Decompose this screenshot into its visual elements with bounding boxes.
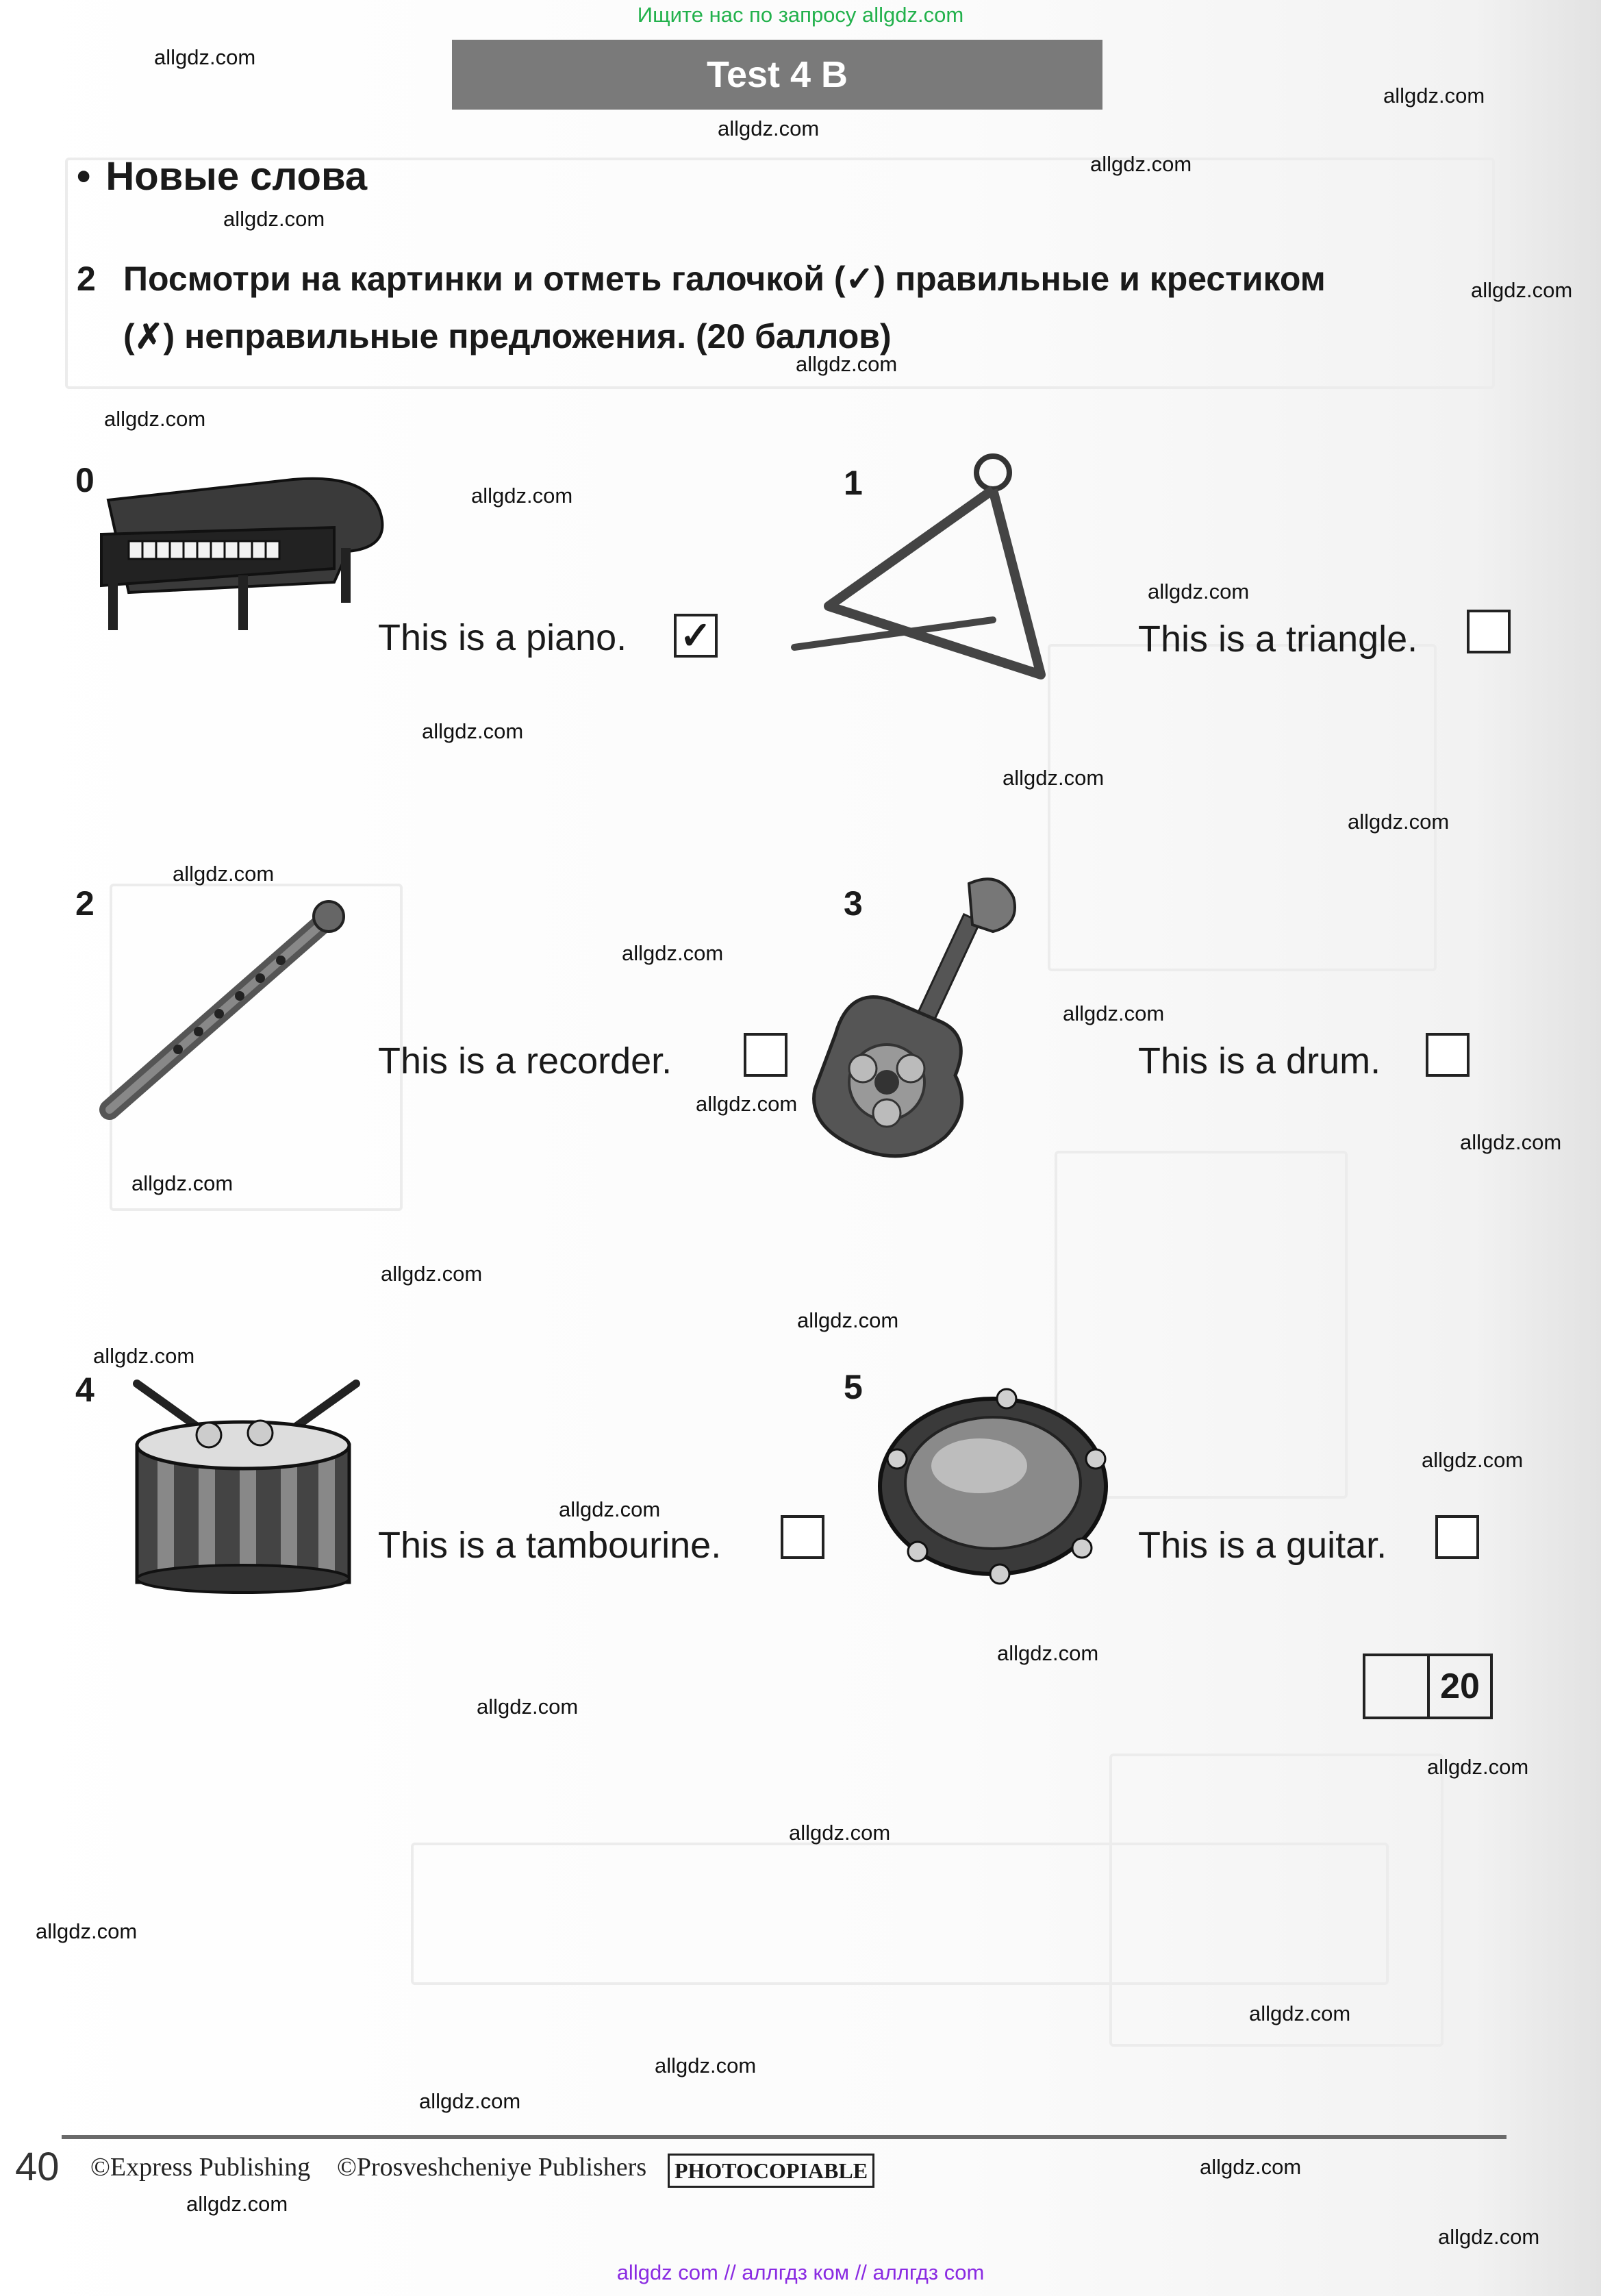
tambourine-icon <box>870 1384 1116 1589</box>
score-entry[interactable] <box>1365 1656 1430 1717</box>
watermark: allgdz.com <box>1427 1755 1529 1779</box>
score-box <box>1363 1654 1493 1719</box>
item-number-2: 2 <box>75 884 94 923</box>
publisher-credit-1: ©Express Publishing <box>90 2153 311 2182</box>
publisher-credit-2: ©Prosveshcheniye Publishers <box>337 2153 647 2182</box>
item-number-0: 0 <box>75 461 94 499</box>
item-number-5: 5 <box>844 1368 863 1406</box>
watermark: allgdz.com <box>104 407 206 431</box>
watermark: allgdz.com <box>1148 579 1250 603</box>
bottom-banner[interactable]: allgdz com // аллгдз ком // аллгдз com <box>616 2260 985 2284</box>
watermark: allgdz.com <box>1003 766 1105 790</box>
answer-box-0[interactable]: ✓ <box>674 614 718 658</box>
watermark: allgdz.com <box>419 2089 521 2113</box>
watermark: allgdz.com <box>559 1497 661 1521</box>
photocopiable-stamp: PHOTOCOPIABLE <box>668 2154 874 2188</box>
watermark: allgdz.com <box>1438 2225 1540 2249</box>
watermark: allgdz.com <box>796 352 898 376</box>
watermark: allgdz.com <box>997 1641 1099 1665</box>
sentence-3: This is a drum. <box>1138 1040 1381 1082</box>
answer-box-2[interactable] <box>744 1033 787 1077</box>
answer-box-1[interactable] <box>1467 610 1511 653</box>
watermark: allgdz.com <box>1460 1130 1562 1154</box>
task-text: Посмотри на картинки и отметь галочкой (✓) правильные и крестиком (✗) неправильные предложения. (20 баллов) <box>123 260 1326 355</box>
watermark: allgdz.com <box>223 207 325 231</box>
guitar-icon <box>808 870 1034 1185</box>
task-number: 2 <box>77 260 96 298</box>
watermark: allgdz.com <box>655 2054 757 2077</box>
watermark: allgdz.com <box>154 45 256 69</box>
show-through-frame <box>1048 644 1437 971</box>
watermark: allgdz.com <box>622 941 724 965</box>
watermark: allgdz.com <box>696 1092 798 1116</box>
triangle-icon <box>787 449 1061 695</box>
watermark: allgdz.com <box>1090 152 1192 176</box>
item-number-3: 3 <box>844 884 863 923</box>
bullet: • <box>77 154 91 199</box>
top-banner[interactable]: Ищите нас по запросу allgdz.com <box>637 3 964 27</box>
answer-box-3[interactable] <box>1426 1033 1470 1077</box>
footer-rule <box>62 2135 1507 2139</box>
watermark: allgdz.com <box>477 1695 579 1719</box>
watermark: allgdz.com <box>471 484 573 508</box>
watermark: allgdz.com <box>1422 1448 1524 1472</box>
sentence-2: This is a recorder. <box>378 1040 672 1082</box>
watermark: allgdz.com <box>797 1308 899 1332</box>
section-title: Новые слова <box>105 154 368 199</box>
drum-icon <box>123 1370 370 1596</box>
piano-icon <box>88 473 389 637</box>
sentence-5: This is a guitar. <box>1138 1525 1387 1566</box>
watermark: allgdz.com <box>422 719 524 743</box>
watermark: allgdz.com <box>381 1262 483 1286</box>
watermark: allgdz.com <box>186 2192 288 2216</box>
watermark: allgdz.com <box>1471 278 1573 302</box>
watermark: allgdz.com <box>1200 2155 1302 2179</box>
score-max: 20 <box>1440 1667 1480 1706</box>
page-number: 40 <box>15 2145 60 2189</box>
sentence-0: This is a piano. <box>378 617 627 658</box>
sentence-4: This is a tambourine. <box>378 1525 722 1566</box>
watermark: allgdz.com <box>173 862 275 886</box>
watermark: allgdz.com <box>1383 84 1485 108</box>
watermark: allgdz.com <box>718 116 820 140</box>
answer-box-4[interactable] <box>781 1515 824 1559</box>
recorder-icon <box>96 890 370 1123</box>
watermark: allgdz.com <box>93 1344 195 1368</box>
test-title: Test 4 B <box>452 40 1102 110</box>
item-number-4: 4 <box>75 1371 94 1409</box>
section-heading <box>77 153 367 199</box>
watermark: allgdz.com <box>1348 810 1450 834</box>
watermark: allgdz.com <box>1063 1001 1165 1025</box>
watermark: allgdz.com <box>36 1919 138 1943</box>
watermark: allgdz.com <box>789 1821 891 1845</box>
watermark: allgdz.com <box>131 1171 234 1195</box>
item-number-1: 1 <box>844 464 863 502</box>
watermark: allgdz.com <box>1249 2001 1351 2025</box>
answer-box-5[interactable] <box>1435 1515 1479 1559</box>
sentence-1: This is a triangle. <box>1138 619 1418 660</box>
